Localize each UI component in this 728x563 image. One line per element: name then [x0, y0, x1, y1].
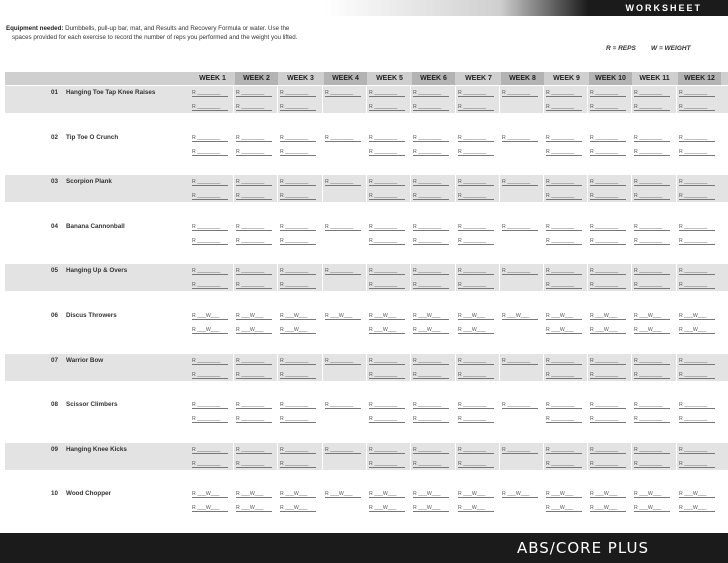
log-field[interactable]: R ________ — [679, 372, 715, 379]
log-field[interactable]: R ________ — [236, 135, 272, 142]
log-field[interactable]: R ________ — [413, 224, 449, 231]
log-field[interactable]: R ________ — [634, 358, 670, 365]
log-field[interactable]: R ________ — [192, 238, 228, 245]
log-field[interactable]: R ________ — [369, 224, 405, 231]
log-field[interactable]: R ________ — [590, 402, 626, 409]
column-divider — [499, 86, 500, 533]
log-field[interactable]: R ________ — [502, 358, 538, 365]
log-field[interactable]: R ________ — [325, 268, 361, 275]
log-field[interactable]: R ___W___ — [546, 313, 582, 320]
exercise-number: 05 — [51, 267, 59, 275]
intro-line-2: spaces provided for each exercise to record the number of reps you performed and the weight you lifted. — [12, 34, 298, 41]
log-field[interactable]: R ________ — [458, 90, 494, 97]
log-field[interactable]: R ___W___ — [634, 313, 670, 320]
log-field[interactable]: R ________ — [502, 402, 538, 409]
log-field[interactable]: R ________ — [458, 149, 494, 156]
exercise-number: 03 — [51, 178, 59, 186]
log-field[interactable]: R ________ — [634, 149, 670, 156]
log-field[interactable]: R ________ — [634, 447, 670, 454]
log-field[interactable]: R ________ — [590, 193, 626, 200]
log-field[interactable]: R ________ — [192, 135, 228, 142]
log-field[interactable]: R ________ — [546, 135, 582, 142]
log-field[interactable]: R ________ — [546, 402, 582, 409]
log-field[interactable]: R ________ — [458, 179, 494, 186]
log-field[interactable]: R ________ — [413, 268, 449, 275]
log-field[interactable]: R ___W___ — [192, 491, 228, 498]
log-field[interactable]: R ________ — [502, 268, 538, 275]
log-field[interactable]: R ________ — [546, 179, 582, 186]
exercise-number: 10 — [51, 490, 59, 498]
column-divider — [277, 86, 278, 533]
exercise-number: 01 — [51, 89, 59, 96]
log-field[interactable]: R ________ — [325, 402, 361, 409]
log-field[interactable]: R ________ — [458, 372, 494, 379]
log-field[interactable]: R ___W___ — [590, 491, 626, 498]
log-field[interactable]: R ________ — [280, 447, 316, 454]
log-field[interactable]: R ___W___ — [236, 313, 272, 320]
log-field[interactable]: R ________ — [546, 282, 582, 289]
log-field[interactable]: R ___W___ — [369, 491, 405, 498]
week-header-2: WEEK 2 — [235, 72, 278, 85]
log-field[interactable]: R ________ — [192, 149, 228, 156]
log-field[interactable]: R ________ — [325, 447, 361, 454]
log-field[interactable]: R ________ — [413, 358, 449, 365]
log-field[interactable]: R ________ — [679, 179, 715, 186]
log-field[interactable]: R ________ — [192, 461, 228, 468]
log-field[interactable]: R ___W___ — [413, 327, 449, 334]
log-field[interactable]: R ________ — [236, 416, 272, 423]
log-field[interactable]: R ________ — [369, 447, 405, 454]
week-header-3: WEEK 3 — [287, 75, 314, 82]
log-field[interactable]: R ________ — [236, 402, 272, 409]
log-field[interactable]: R ________ — [369, 372, 405, 379]
log-field[interactable]: R ________ — [192, 90, 228, 97]
log-field[interactable]: R ________ — [679, 193, 715, 200]
log-field[interactable]: R ________ — [192, 358, 228, 365]
log-field[interactable]: R ___W___ — [192, 327, 228, 334]
log-field[interactable]: R ________ — [280, 179, 316, 186]
log-field[interactable]: R ________ — [634, 135, 670, 142]
log-field[interactable]: R ________ — [413, 447, 449, 454]
column-divider — [543, 86, 544, 533]
log-field[interactable]: R ________ — [546, 238, 582, 245]
log-field[interactable]: R ________ — [369, 193, 405, 200]
log-field[interactable]: R ________ — [369, 358, 405, 365]
log-field[interactable]: R ________ — [590, 447, 626, 454]
log-field[interactable]: R ________ — [679, 149, 715, 156]
log-field[interactable]: R ________ — [413, 104, 449, 111]
log-field[interactable]: R ___W___ — [679, 313, 715, 320]
log-field[interactable]: R ________ — [590, 268, 626, 275]
log-field[interactable]: R ________ — [546, 104, 582, 111]
log-field[interactable]: R ________ — [458, 402, 494, 409]
log-field[interactable]: R ________ — [236, 268, 272, 275]
log-field[interactable]: R ________ — [458, 358, 494, 365]
log-field[interactable]: R ___W___ — [590, 505, 626, 512]
log-field[interactable]: R ________ — [546, 268, 582, 275]
log-field[interactable]: R ________ — [590, 358, 626, 365]
log-field[interactable]: R ________ — [458, 135, 494, 142]
log-field[interactable]: R ________ — [236, 282, 272, 289]
intro-line-1: Dumbbells, pull-up bar, mat, and Results and Recovery Formula or water. Use the — [63, 25, 290, 32]
log-field[interactable]: R ________ — [280, 402, 316, 409]
log-field[interactable]: R ________ — [280, 193, 316, 200]
log-field[interactable]: R ________ — [236, 358, 272, 365]
log-field[interactable]: R ________ — [590, 149, 626, 156]
log-field[interactable]: R ________ — [280, 461, 316, 468]
log-field[interactable]: R ___W___ — [413, 505, 449, 512]
exercise-name: Scissor Climbers — [66, 401, 118, 409]
log-field[interactable]: R ________ — [325, 358, 361, 365]
log-field[interactable]: R ___W___ — [546, 505, 582, 512]
log-field[interactable]: R ________ — [679, 90, 715, 97]
log-field[interactable]: R ___W___ — [458, 327, 494, 334]
log-field[interactable]: R ________ — [679, 461, 715, 468]
log-field[interactable]: R ___W___ — [369, 313, 405, 320]
log-field[interactable]: R ________ — [280, 104, 316, 111]
log-field[interactable]: R ________ — [369, 268, 405, 275]
legend-weight: W = WEIGHT — [651, 45, 691, 52]
log-field[interactable]: R ________ — [280, 224, 316, 231]
log-field[interactable]: R ___W___ — [546, 491, 582, 498]
log-field[interactable]: R ________ — [679, 104, 715, 111]
log-field[interactable]: R ________ — [590, 372, 626, 379]
log-field[interactable]: R ________ — [679, 135, 715, 142]
exercise-name: Hanging Toe Tap Knee Raises — [66, 89, 156, 96]
log-field[interactable]: R ________ — [590, 461, 626, 468]
log-field[interactable]: R ___W___ — [236, 327, 272, 334]
log-field[interactable]: R ________ — [634, 238, 670, 245]
log-field[interactable]: R ________ — [236, 461, 272, 468]
log-field[interactable]: R ___W___ — [369, 327, 405, 334]
log-field[interactable]: R ___W___ — [634, 491, 670, 498]
log-field[interactable]: R ________ — [458, 238, 494, 245]
log-field[interactable]: R ___W___ — [236, 505, 272, 512]
log-field[interactable]: R ________ — [546, 372, 582, 379]
log-field[interactable]: R ________ — [280, 372, 316, 379]
log-field[interactable]: R ________ — [280, 238, 316, 245]
log-field[interactable]: R ___W___ — [280, 313, 316, 320]
log-field[interactable]: R ________ — [280, 358, 316, 365]
log-field[interactable]: R ___W___ — [502, 313, 538, 320]
log-field[interactable]: R ___W___ — [236, 491, 272, 498]
log-field[interactable]: R ________ — [634, 268, 670, 275]
log-field[interactable]: R ________ — [192, 447, 228, 454]
equipment-label: Equipment needed: — [6, 25, 64, 32]
log-field[interactable]: R ________ — [192, 268, 228, 275]
log-field[interactable]: R ___W___ — [679, 505, 715, 512]
week-header-10: WEEK 10 — [589, 72, 632, 85]
log-field[interactable]: R ___W___ — [590, 327, 626, 334]
log-field[interactable]: R ________ — [458, 268, 494, 275]
log-field[interactable]: R ___W___ — [679, 327, 715, 334]
log-field[interactable]: R ___W___ — [413, 313, 449, 320]
log-field[interactable]: R ________ — [458, 224, 494, 231]
log-field[interactable]: R ________ — [502, 90, 538, 97]
log-field[interactable]: R ________ — [502, 447, 538, 454]
log-field[interactable]: R ________ — [369, 416, 405, 423]
exercise-number: 06 — [51, 312, 59, 319]
log-field[interactable]: R ________ — [679, 224, 715, 231]
log-field[interactable]: R ___W___ — [325, 313, 361, 320]
log-field[interactable]: R ________ — [413, 193, 449, 200]
log-field[interactable]: R ________ — [546, 416, 582, 423]
log-field[interactable]: R ________ — [192, 402, 228, 409]
program-name: ABS/CORE PLUS — [517, 539, 649, 557]
log-field[interactable]: R ________ — [369, 149, 405, 156]
log-field[interactable]: R ________ — [679, 238, 715, 245]
log-field[interactable]: R ________ — [369, 90, 405, 97]
week-header-6: WEEK 6 — [412, 72, 455, 85]
log-field[interactable]: R ________ — [236, 372, 272, 379]
log-field[interactable]: R ________ — [679, 447, 715, 454]
log-field[interactable]: R ________ — [679, 358, 715, 365]
log-field[interactable]: R ________ — [546, 358, 582, 365]
log-field[interactable]: R ________ — [369, 104, 405, 111]
exercise-name: Scorpion Plank — [66, 178, 112, 186]
log-field[interactable]: R ________ — [546, 447, 582, 454]
log-field[interactable]: R ________ — [546, 193, 582, 200]
log-field[interactable]: R ________ — [679, 416, 715, 423]
log-field[interactable]: R ________ — [679, 402, 715, 409]
log-field[interactable]: R ________ — [634, 193, 670, 200]
exercise-name: Banana Cannonball — [66, 222, 125, 230]
log-field[interactable]: R ________ — [590, 179, 626, 186]
column-divider — [322, 86, 323, 533]
exercise-name: Warrior Bow — [66, 356, 104, 364]
log-field[interactable]: R ________ — [236, 193, 272, 200]
log-field[interactable]: R ________ — [280, 149, 316, 156]
log-field[interactable]: R ________ — [192, 416, 228, 423]
log-field[interactable]: R ________ — [236, 224, 272, 231]
log-field[interactable]: R ________ — [413, 372, 449, 379]
log-field[interactable]: R ________ — [634, 461, 670, 468]
log-field[interactable]: R ________ — [679, 268, 715, 275]
log-field[interactable]: R ________ — [325, 135, 361, 142]
log-field[interactable]: R ___W___ — [634, 327, 670, 334]
log-field[interactable]: R ________ — [369, 238, 405, 245]
log-field[interactable]: R ___W___ — [369, 505, 405, 512]
log-field[interactable]: R ___W___ — [280, 505, 316, 512]
log-field[interactable]: R ________ — [369, 282, 405, 289]
log-field[interactable]: R ________ — [236, 238, 272, 245]
intro-text — [6, 24, 566, 42]
log-field[interactable]: R ________ — [192, 282, 228, 289]
log-field[interactable]: R ___W___ — [458, 505, 494, 512]
column-divider — [410, 86, 411, 533]
log-field[interactable]: R ________ — [413, 149, 449, 156]
log-field[interactable]: R ________ — [413, 416, 449, 423]
exercise-number: 09 — [51, 445, 59, 453]
log-field[interactable]: R ___W___ — [546, 327, 582, 334]
exercise-name: Hanging Knee Kicks — [66, 445, 127, 453]
log-field[interactable]: R ___W___ — [634, 505, 670, 512]
log-field[interactable]: R ________ — [236, 104, 272, 111]
log-field[interactable]: R ________ — [590, 416, 626, 423]
log-field[interactable]: R ___W___ — [502, 491, 538, 498]
log-field[interactable]: R ________ — [634, 402, 670, 409]
log-field[interactable]: R ________ — [369, 402, 405, 409]
log-field[interactable]: R ________ — [634, 224, 670, 231]
log-field[interactable]: R ________ — [590, 90, 626, 97]
column-divider — [455, 86, 456, 533]
log-field[interactable]: R ________ — [634, 416, 670, 423]
exercise-name: Wood Chopper — [66, 490, 112, 498]
exercise-number: 02 — [51, 133, 59, 141]
log-field[interactable]: R ________ — [236, 447, 272, 454]
log-field[interactable]: R ___W___ — [413, 491, 449, 498]
log-field[interactable]: R ________ — [236, 90, 272, 97]
column-divider — [587, 86, 588, 533]
log-field[interactable]: R ___W___ — [679, 491, 715, 498]
log-field[interactable]: R ___W___ — [280, 491, 316, 498]
log-field[interactable]: R ________ — [413, 461, 449, 468]
week-header-8: WEEK 8 — [501, 72, 544, 85]
log-field[interactable]: R ________ — [546, 90, 582, 97]
week-header-11: WEEK 11 — [639, 75, 670, 82]
log-field[interactable]: R ________ — [590, 104, 626, 111]
exercise-number: 07 — [51, 356, 59, 364]
log-field[interactable]: R ________ — [590, 224, 626, 231]
log-field[interactable]: R ________ — [634, 90, 670, 97]
week-header-9: WEEK 9 — [553, 75, 580, 82]
log-field[interactable]: R ________ — [280, 135, 316, 142]
log-field[interactable]: R ________ — [634, 282, 670, 289]
top-bar-gradient — [0, 0, 588, 16]
log-field[interactable]: R ________ — [546, 461, 582, 468]
log-field[interactable]: R ___W___ — [280, 327, 316, 334]
log-field[interactable]: R ___W___ — [590, 313, 626, 320]
log-field[interactable]: R ________ — [413, 135, 449, 142]
log-field[interactable]: R ________ — [192, 104, 228, 111]
legend-reps: R = REPS — [606, 45, 636, 52]
log-field[interactable]: R ________ — [325, 224, 361, 231]
log-field[interactable]: R ___W___ — [192, 505, 228, 512]
week-header-1: WEEK 1 — [199, 75, 226, 82]
exercise-number: 08 — [51, 401, 59, 409]
exercise-name: Discus Throwers — [66, 312, 117, 319]
column-divider — [366, 86, 367, 533]
log-field[interactable]: R ________ — [192, 224, 228, 231]
log-field[interactable]: R ________ — [634, 372, 670, 379]
log-field[interactable]: R ________ — [546, 224, 582, 231]
log-field[interactable]: R ________ — [590, 282, 626, 289]
log-field[interactable]: R ________ — [413, 179, 449, 186]
log-field[interactable]: R ________ — [458, 104, 494, 111]
log-field[interactable]: R ________ — [369, 179, 405, 186]
log-field[interactable]: R ________ — [280, 90, 316, 97]
log-field[interactable]: R ________ — [325, 179, 361, 186]
log-field[interactable]: R ________ — [280, 416, 316, 423]
log-field[interactable]: R ________ — [413, 402, 449, 409]
log-field[interactable]: R ________ — [413, 90, 449, 97]
log-field[interactable]: R ________ — [413, 282, 449, 289]
column-divider — [631, 86, 632, 533]
log-field[interactable]: R ________ — [546, 149, 582, 156]
log-field[interactable]: R ________ — [590, 135, 626, 142]
log-field[interactable]: R ________ — [458, 461, 494, 468]
week-header-12: WEEK 12 — [678, 72, 721, 85]
log-field[interactable]: R ________ — [236, 179, 272, 186]
log-field[interactable]: R ________ — [192, 193, 228, 200]
log-field[interactable]: R ________ — [458, 282, 494, 289]
log-field[interactable]: R ________ — [236, 149, 272, 156]
log-field[interactable]: R ________ — [502, 224, 538, 231]
log-field[interactable]: R ________ — [679, 282, 715, 289]
exercise-name: Hanging Up & Overs — [66, 267, 128, 275]
column-divider — [233, 86, 234, 533]
week-header-7: WEEK 7 — [465, 75, 492, 82]
log-field[interactable]: R ________ — [192, 179, 228, 186]
worksheet-title: WORKSHEET — [625, 3, 702, 13]
log-field[interactable]: R ________ — [502, 179, 538, 186]
log-field[interactable]: R ___W___ — [458, 313, 494, 320]
log-field[interactable]: R ________ — [634, 104, 670, 111]
log-field[interactable]: R ___W___ — [325, 491, 361, 498]
week-header-5: WEEK 5 — [376, 75, 403, 82]
log-field[interactable]: R ________ — [458, 193, 494, 200]
log-field[interactable]: R ________ — [280, 282, 316, 289]
log-field[interactable]: R ________ — [458, 447, 494, 454]
log-field[interactable]: R ________ — [634, 179, 670, 186]
log-field[interactable]: R ________ — [369, 461, 405, 468]
log-field[interactable]: R ___W___ — [458, 491, 494, 498]
column-divider — [676, 86, 677, 533]
log-field[interactable]: R ________ — [325, 90, 361, 97]
exercise-name: Tip Toe O Crunch — [66, 133, 119, 141]
log-field[interactable]: R ________ — [280, 268, 316, 275]
log-field[interactable]: R ________ — [369, 135, 405, 142]
log-field[interactable]: R ________ — [413, 238, 449, 245]
log-field[interactable]: R ________ — [590, 238, 626, 245]
log-field[interactable]: R ___W___ — [192, 313, 228, 320]
log-field[interactable]: R ________ — [192, 372, 228, 379]
log-field[interactable]: R ________ — [502, 135, 538, 142]
log-field[interactable]: R ________ — [458, 416, 494, 423]
week-header-4: WEEK 4 — [324, 72, 367, 85]
exercise-number: 04 — [51, 222, 59, 230]
